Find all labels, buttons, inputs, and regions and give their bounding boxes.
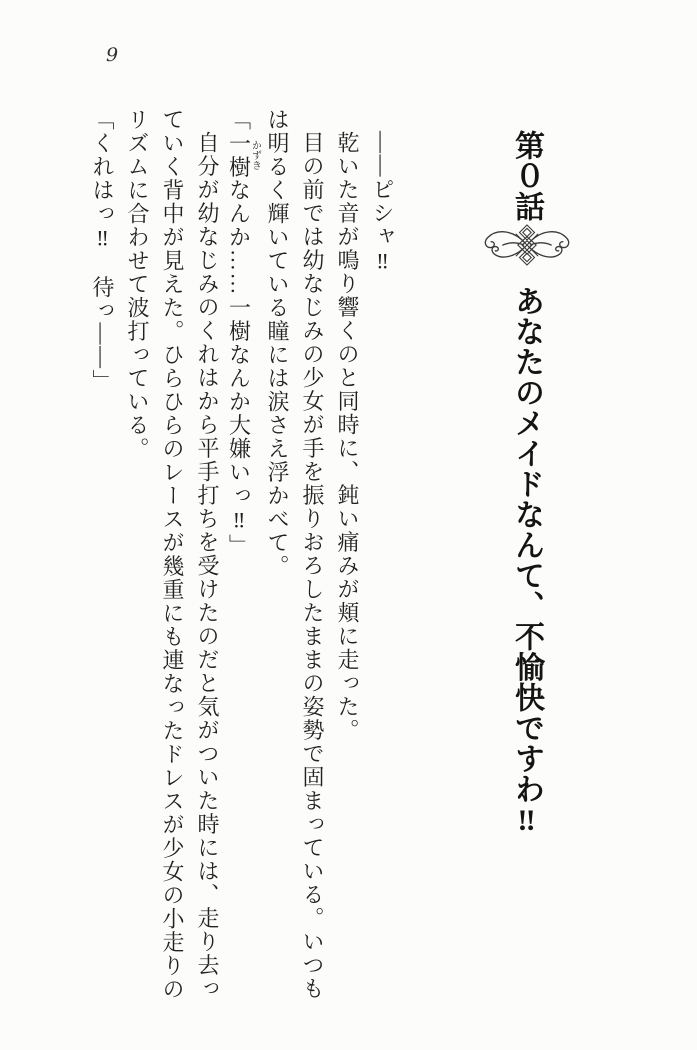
text-line <box>120 108 155 1038</box>
text-line <box>225 108 260 1038</box>
text-line <box>190 108 225 1038</box>
narration: 乾いた音が鳴り響くのと同時に、鈍い痛みが頬に走った。 <box>335 131 360 742</box>
ruby-base: 一樹 <box>226 131 252 179</box>
text-line <box>85 108 120 1038</box>
chapter-heading-line <box>496 130 556 860</box>
page-number: 9 <box>106 44 119 66</box>
text-line <box>365 108 400 1038</box>
narration: 目の前では幼なじみの少女が手を振りおろしたままの姿勢で固まっている。いつも <box>300 131 325 1001</box>
narration: は明るく輝いている瞳には涙さえ浮かべて。 <box>265 108 290 578</box>
ruby-text: かずき <box>249 131 261 179</box>
narration: ていく背中が見えた。ひらひらのレースが幾重にも連なったドレスが少女の小走りの <box>160 108 185 1001</box>
narration: リズムに合わせて波打っている。 <box>125 108 150 461</box>
dialogue-open: 「 <box>226 108 252 132</box>
dialogue-rest: なんか……一樹なんか大嫌いっ‼」 <box>226 178 252 558</box>
ornament-spacer <box>526 222 527 286</box>
dialogue-line: 「くれはっ‼ 待っ――」 <box>90 108 115 393</box>
text-line <box>260 108 295 1038</box>
narration: 自分が幼なじみのくれはから平手打ちを受けたのだと気がついた時には、走り去っ <box>195 131 220 1001</box>
text-line <box>330 108 365 1038</box>
chapter-title: あなたのメイドなんて、不愉快ですわ‼ <box>510 285 543 838</box>
text-line <box>155 108 190 1038</box>
ruby-annotation <box>226 131 261 179</box>
body-text <box>80 108 400 1038</box>
chapter-heading <box>496 130 556 860</box>
chapter-number: 第０話 <box>510 130 543 222</box>
sfx-line: ――ピシャ‼ <box>370 131 395 275</box>
text-line <box>295 108 330 1038</box>
